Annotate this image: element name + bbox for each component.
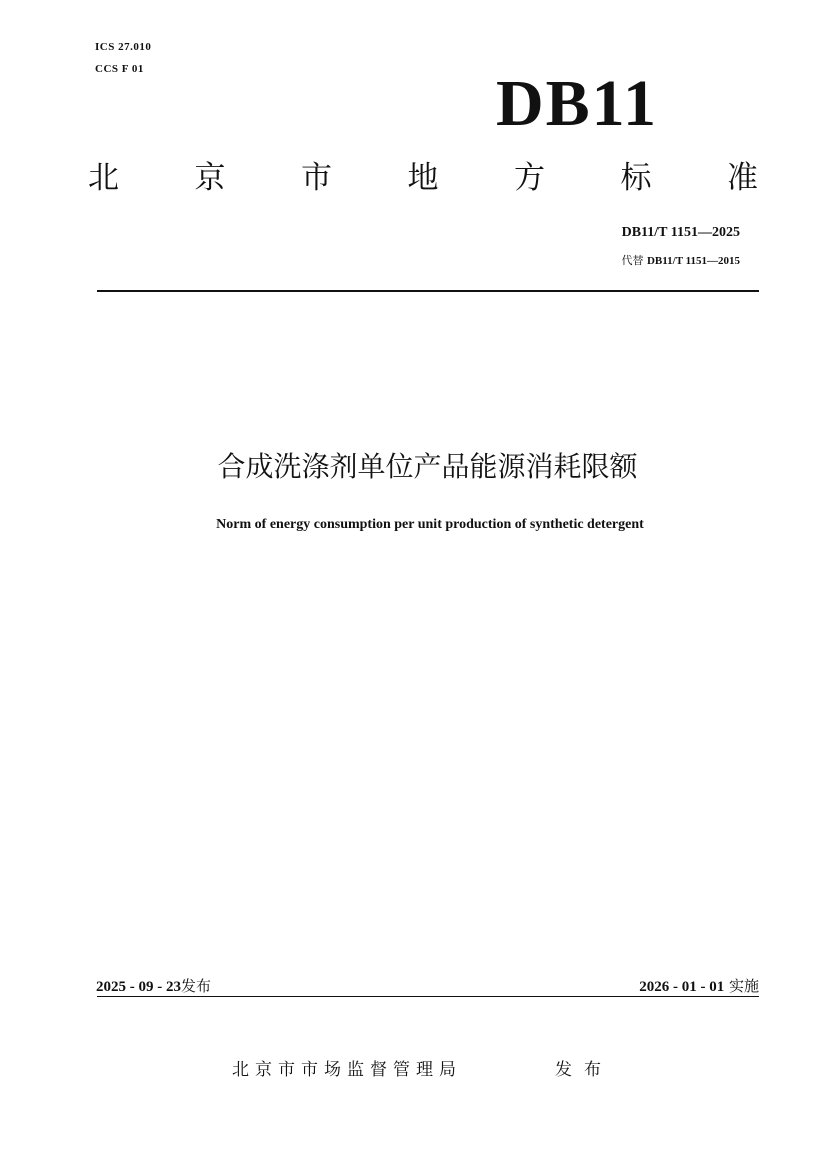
publish-date-line	[96, 975, 211, 996]
ics-code: ICS 27.010	[95, 41, 152, 53]
replaced-standard-number: DB11/T 1151—2015	[646, 255, 740, 267]
ccs-code: CCS F 01	[95, 63, 144, 75]
footer-divider	[97, 996, 759, 997]
local-standard-char: 市	[301, 160, 332, 196]
local-standard-heading	[88, 158, 758, 198]
document-title-en: Norm of energy consumption per unit production of synthetic detergent	[216, 517, 644, 532]
implement-date: 2026 - 01 - 01	[639, 979, 725, 995]
publish-date: 2025 - 09 - 23	[96, 979, 181, 995]
local-standard-char: 地	[407, 160, 439, 196]
implement-label: 实施	[728, 977, 759, 995]
publish-label: 发布	[181, 977, 212, 995]
local-standard-char: 方	[514, 160, 545, 196]
local-standard-char: 标	[620, 160, 652, 196]
document-title-cn: 合成洗涤剂单位产品能源消耗限额	[217, 450, 638, 483]
issuing-authority: 北京市市场监督管理局	[232, 1060, 462, 1080]
standard-number: DB11/T 1151—2025	[621, 225, 740, 240]
local-standard-char: 准	[727, 160, 758, 196]
replace-label: 代替	[621, 254, 644, 267]
issue-label: 发布	[555, 1060, 613, 1080]
local-standard-char: 北	[88, 160, 119, 196]
local-standard-char: 京	[194, 160, 226, 196]
standard-code-logo: DB11	[496, 67, 659, 140]
implement-date-line	[639, 975, 759, 996]
replaces-line	[621, 252, 740, 268]
header-divider	[97, 290, 759, 292]
